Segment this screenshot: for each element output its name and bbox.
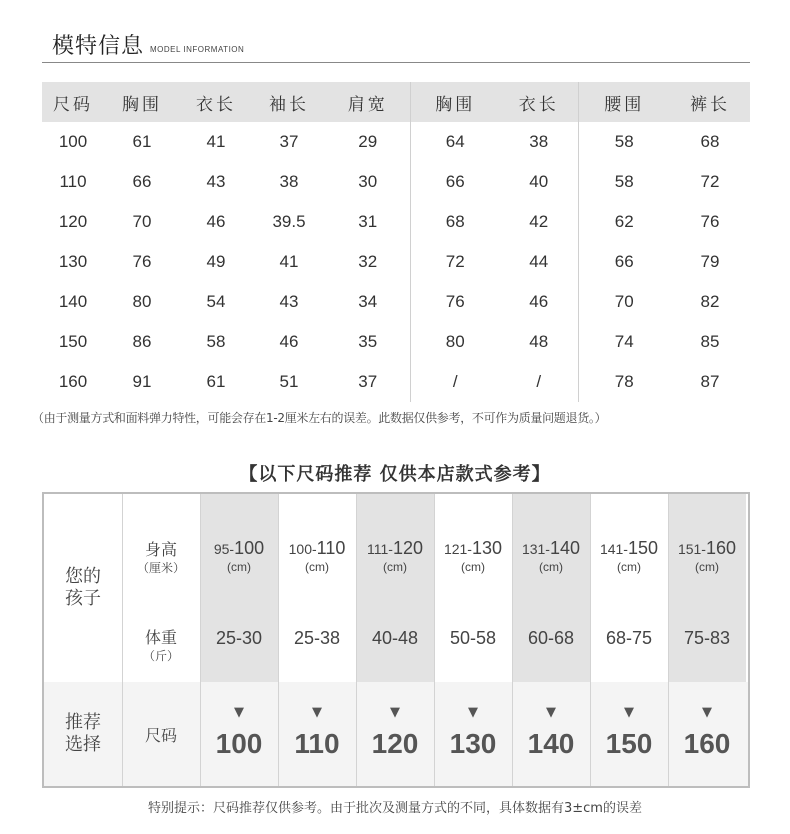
grid-divider: [200, 494, 201, 786]
height-range-start: 121-: [443, 541, 472, 557]
shaded-column-band: [668, 494, 746, 682]
size-table-row: [42, 122, 750, 162]
weight-range: 68-75: [605, 628, 653, 648]
header-cell-chest: 胸围: [104, 82, 180, 122]
height-unit: （厘米）: [136, 561, 185, 575]
size-table-cell: 72: [445, 252, 465, 271]
header: [52, 26, 244, 60]
height-range-start: 100-: [288, 541, 317, 557]
arrow-down-icon: ▼: [234, 705, 244, 720]
weight-range: 25-30: [215, 628, 263, 648]
height-label-group: [122, 540, 200, 576]
size-table-cell: 43: [206, 172, 226, 191]
size-table-row: [42, 282, 750, 322]
size-table-cell: 72: [700, 172, 720, 191]
recommended-size-cell: [590, 706, 668, 760]
height-range-start: 111-: [367, 541, 393, 557]
your-child-label: 您的 孩子: [65, 566, 101, 609]
weight-range: 25-38: [293, 628, 341, 648]
height-range: [512, 538, 590, 559]
recommended-size: 130: [449, 728, 497, 759]
size-table-cell: 46: [500, 282, 578, 322]
size-table-cell: 76: [132, 252, 152, 271]
height-range: [668, 538, 746, 559]
size-table-cell: 40: [500, 162, 578, 202]
recommended-size: 110: [294, 728, 340, 759]
height-range-cell: [278, 538, 356, 574]
size-table-cell: 48: [500, 322, 578, 362]
size-table-cell: 44: [500, 242, 578, 282]
height-range-start: 131-: [521, 541, 550, 557]
size-table-cell: 86: [132, 332, 152, 351]
size-table-cell: 66: [445, 172, 465, 191]
size-table-cell: 100: [58, 132, 88, 151]
page-subtitle: MODEL INFORMATION: [150, 45, 245, 54]
size-table-cell: 80: [445, 332, 465, 351]
height-range-end: 160: [705, 538, 737, 558]
size-table-header-row: [42, 82, 750, 122]
height-range-start: 141-: [599, 541, 628, 557]
size-table-cell: 34: [326, 282, 410, 322]
size-table-cell: 68: [700, 132, 720, 151]
size-table-cell: 82: [700, 292, 720, 311]
weight-range: 40-48: [371, 628, 419, 648]
size-table-cell: 68: [445, 212, 465, 231]
size-table-cell: 29: [326, 122, 410, 162]
cm-unit: (cm): [383, 560, 407, 574]
height-range-end: 100: [234, 538, 265, 558]
size-table-row: [42, 202, 750, 242]
size-table-cell: 41: [206, 132, 226, 151]
size-table-cell: 130: [58, 252, 88, 271]
size-table-cell: 41: [279, 252, 299, 271]
size-table-cell: 78: [614, 372, 634, 391]
shaded-column-band: [356, 494, 434, 682]
size-table-cell: 150: [58, 332, 88, 351]
page-title: 模特信息: [52, 34, 145, 59]
header-cell-chest-2: 胸围: [410, 82, 500, 122]
recommend-title: 【以下尺码推荐 仅供本店款式参考】: [239, 464, 551, 485]
arrow-down-icon: ▼: [624, 705, 634, 720]
recommend-table: [42, 492, 750, 788]
recommended-size: 140: [527, 728, 575, 759]
grid-divider: [434, 494, 435, 786]
cm-unit: (cm): [695, 560, 719, 574]
size-table-cell: 42: [500, 202, 578, 242]
size-table-cell: 51: [279, 372, 299, 391]
recommended-size-cell: [512, 706, 590, 760]
height-range-start: 151-: [677, 541, 706, 557]
size-table-cell: 160: [58, 372, 88, 391]
height-range-cell: [356, 538, 434, 574]
size-table-cell: 39.5: [272, 212, 306, 231]
size-table-cell: 58: [614, 132, 634, 151]
size-table-cell: 49: [206, 252, 226, 271]
size-table-cell: 66: [132, 172, 152, 191]
header-cell-length: 衣长: [180, 82, 252, 122]
grid-divider: [668, 494, 669, 786]
height-range-cell: [434, 538, 512, 574]
arrow-down-icon: ▼: [702, 705, 712, 720]
height-range-cell: [668, 538, 746, 574]
size-table-cell: 66: [614, 252, 634, 271]
recommended-size-cell: [200, 706, 278, 760]
recommended-size-cell: [278, 706, 356, 760]
height-range-cell: [590, 538, 668, 574]
height-range-cell: [200, 538, 278, 574]
size-table-cell: 70: [132, 212, 152, 231]
header-cell-size: 尺码: [42, 82, 104, 122]
header-divider: [42, 62, 750, 63]
recommended-size-cell: [356, 706, 434, 760]
height-range-cell: [512, 538, 590, 574]
height-range: [356, 538, 434, 559]
size-table-cell: 76: [445, 292, 465, 311]
size-table-cell: /: [500, 362, 578, 402]
size-table-cell: 76: [700, 212, 720, 231]
size-table-cell: 79: [700, 252, 720, 271]
size-table-cell: 87: [700, 372, 720, 391]
recommended-size: 100: [215, 728, 263, 759]
size-table-cell: 110: [59, 172, 87, 191]
measurement-note: （由于测量方式和面料弹力特性，可能会存在1-2厘米左右的误差。此数据仅供参考，不可作为质量问题退货。）: [32, 411, 607, 425]
height-range-end: 150: [627, 538, 659, 558]
size-table-cell: 38: [500, 122, 578, 162]
height-range-end: 120: [392, 538, 423, 558]
size-table-row: [42, 162, 750, 202]
arrow-down-icon: ▼: [546, 705, 556, 720]
size-table-cell: 37: [326, 362, 410, 402]
cm-unit: (cm): [539, 560, 563, 574]
header-cell-pants-length: 裤长: [670, 82, 750, 122]
recommended-size-cell: [668, 706, 746, 760]
size-table-cell: 38: [279, 172, 299, 191]
weight-label: 体重: [144, 628, 177, 647]
size-table-cell: 35: [326, 322, 410, 362]
size-table-cell: 46: [206, 212, 226, 231]
weight-range: 60-68: [527, 628, 575, 648]
footer-tip: 特别提示：尺码推荐仅供参考。由于批次及测量方式的不同，具体数据有3±cm的误差: [148, 801, 642, 816]
size-table-cell: 58: [206, 332, 226, 351]
header-cell-shoulder: 肩宽: [326, 82, 410, 122]
weight-range: 50-58: [449, 628, 497, 648]
size-label: 尺码: [144, 726, 177, 745]
size-table-cell: 62: [614, 212, 634, 231]
size-table-cell: 91: [132, 372, 152, 391]
height-range: [434, 538, 512, 559]
grid-divider: [122, 494, 123, 786]
shaded-column-band: [512, 494, 590, 682]
size-table-cell: /: [452, 372, 458, 391]
arrow-down-icon: ▼: [312, 705, 322, 720]
weight-label-group: [122, 628, 200, 664]
recommended-size: 120: [371, 728, 419, 759]
cm-unit: (cm): [305, 560, 329, 574]
weight-range: 75-83: [683, 628, 731, 648]
size-table-cell: 54: [206, 292, 226, 311]
size-table: [42, 82, 750, 402]
recommended-size: 150: [605, 728, 653, 759]
recommended-size: 160: [683, 728, 731, 759]
size-table-cell: 70: [614, 292, 634, 311]
size-table-cell: 74: [614, 332, 634, 351]
grid-divider: [590, 494, 591, 786]
cm-unit: (cm): [227, 560, 251, 574]
size-table-cell: 46: [279, 332, 299, 351]
shaded-column-band: [200, 494, 278, 682]
size-table-cell: 30: [326, 162, 410, 202]
header-cell-length-2: 衣长: [500, 82, 578, 122]
size-table-cell: 85: [700, 332, 720, 351]
size-table-cell: 80: [132, 292, 152, 311]
size-table-row: [42, 362, 750, 402]
height-range-end: 110: [316, 538, 346, 558]
size-table-cell: 31: [326, 202, 410, 242]
size-table-body: [42, 122, 750, 402]
size-table-cell: 140: [58, 292, 88, 311]
cm-unit: (cm): [617, 560, 641, 574]
header-cell-sleeve: 袖长: [252, 82, 326, 122]
size-table-cell: 58: [614, 172, 634, 191]
size-table-cell: 120: [58, 212, 88, 231]
grid-divider: [278, 494, 279, 786]
size-table-cell: 37: [279, 132, 299, 151]
size-table-cell: 43: [279, 292, 299, 311]
choose-label: 推荐 选择: [65, 712, 101, 755]
grid-divider: [512, 494, 513, 786]
height-range: [200, 538, 278, 559]
height-range-end: 140: [549, 538, 581, 558]
header-cell-waist: 腰围: [578, 82, 670, 122]
grid-divider: [356, 494, 357, 786]
size-table-row: [42, 322, 750, 362]
height-range: [278, 538, 356, 559]
arrow-down-icon: ▼: [390, 705, 400, 720]
size-table-cell: 64: [445, 132, 465, 151]
size-table-cell: 61: [206, 372, 226, 391]
height-range-start: 95-: [213, 541, 235, 557]
recommended-size-cell: [434, 706, 512, 760]
height-range: [590, 538, 668, 559]
size-table-cell: 61: [132, 132, 152, 151]
height-range-end: 130: [471, 538, 503, 558]
weight-unit: （斤）: [142, 649, 179, 663]
cm-unit: (cm): [461, 560, 485, 574]
size-table-row: [42, 242, 750, 282]
height-label: 身高: [144, 540, 177, 559]
arrow-down-icon: ▼: [468, 705, 478, 720]
size-table-cell: 32: [326, 242, 410, 282]
